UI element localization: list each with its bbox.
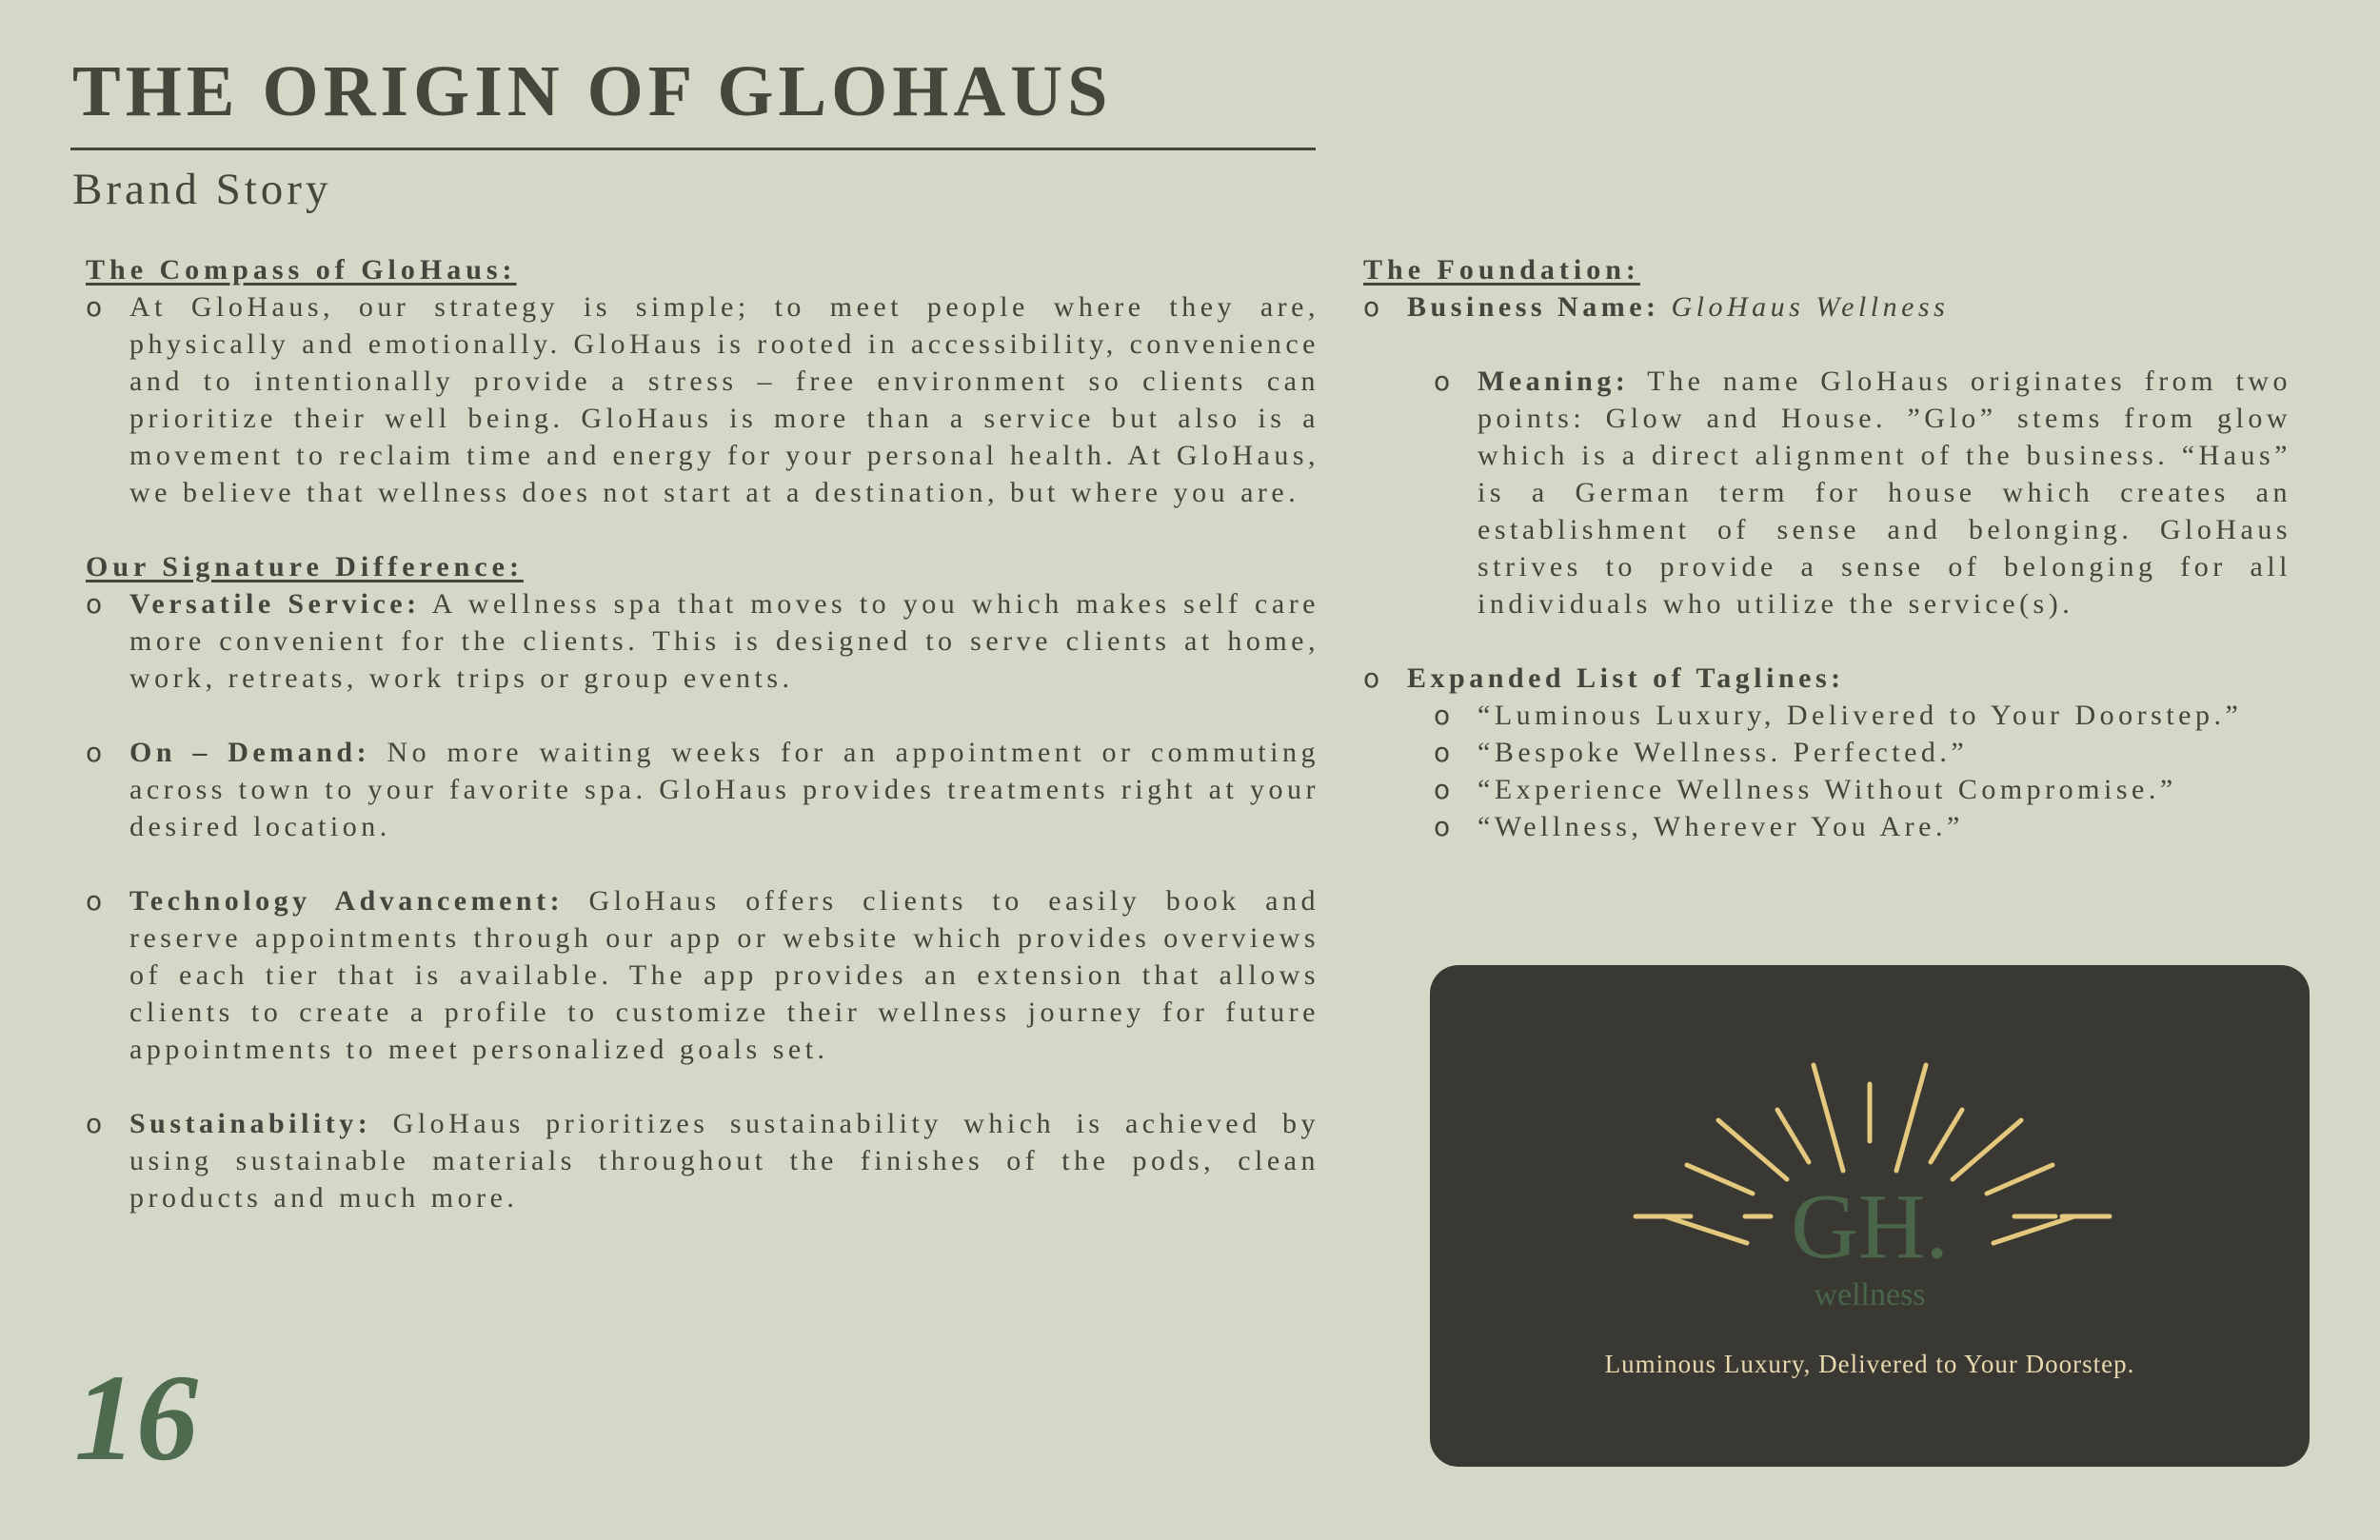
list-item-on-demand	[86, 734, 1319, 845]
tagline-item: o “Experience Wellness Without Compromise.”	[1434, 771, 2291, 808]
right-column	[1363, 251, 2291, 845]
business-name-label: Business Name:	[1407, 291, 1660, 323]
page-subtitle: Brand Story	[72, 165, 332, 214]
list-item-technology	[86, 882, 1319, 1068]
business-name-item	[1363, 288, 2291, 326]
signature-heading: Our Signature Difference:	[86, 551, 524, 582]
item-text: GloHaus offers clients to easily book and reserve appointments through our app or website which provides overviews of each tier that is available. The app provides an extension that allows clients to create a profile to customize their wellness journey for future appointments to meet personalized goals set.	[129, 885, 1319, 1065]
item-label: On – Demand:	[129, 737, 371, 768]
left-column	[86, 251, 1319, 1216]
business-name-value: GloHaus Wellness	[1671, 291, 1950, 323]
title-divider	[70, 148, 1316, 150]
logo-subtext: wellness	[1814, 1277, 1926, 1313]
item-label: Technology Advancement:	[129, 885, 565, 917]
tagline-item: o “Luminous Luxury, Delivered to Your Doorstep.”	[1434, 697, 2291, 734]
page-number: 16	[74, 1350, 198, 1487]
page-title: THE ORIGIN OF GLOHAUS	[72, 51, 1113, 131]
logo-card	[1430, 965, 2310, 1467]
meaning-item	[1434, 363, 2291, 622]
item-text: GloHaus prioritizes sustainability which is achieved by using sustainable materials throughout the finishes of the pods, clean products and much more.	[129, 1108, 1319, 1214]
logo-monogram: GH.	[1790, 1175, 1950, 1278]
list-item-sustainability	[86, 1105, 1319, 1216]
taglines-label: Expanded List of Taglines:	[1407, 662, 1845, 694]
compass-heading: The Compass of GloHaus:	[86, 254, 517, 286]
compass-paragraph: o At GloHaus, our strategy is simple; to meet people where they are, physically and emotionally. GloHaus is rooted in accessibility, convenience and to intentionally provide a stress – free environment so clients can prioritize their well being. GloHaus is more than a service but also is a movement to reclaim time and energy for your personal health. At GloHaus, we believe that wellness does not start at a destination, but where you are.	[86, 288, 1319, 511]
meaning-label: Meaning:	[1478, 365, 1630, 397]
tagline-item: o “Wellness, Wherever You Are.”	[1434, 808, 2291, 845]
list-item-versatile-service	[86, 585, 1319, 697]
tagline-item: o “Bespoke Wellness. Perfected.”	[1434, 734, 2291, 771]
logo-tagline: Luminous Luxury, Delivered to Your Doorstep.	[1604, 1350, 2135, 1378]
meaning-text: The name GloHaus originates from two points: Glow and House. ”Glo” stems from glow which is a direct alignment of the business. “Haus” is a German term for house which creates an establishment of sense and belonging. GloHaus strives to provide a sense of belonging for all individuals who utilize the service(s).	[1478, 365, 2291, 620]
item-label: Versatile Service:	[129, 588, 421, 620]
item-label: Sustainability:	[129, 1108, 372, 1139]
foundation-heading: The Foundation:	[1363, 254, 1640, 286]
item-text: No more waiting weeks for an appointment or commuting across town to your favorite spa. GloHaus provides treatments right at your desired location.	[129, 737, 1319, 842]
taglines-item	[1363, 660, 2291, 697]
item-text: A wellness spa that moves to you which makes self care more convenient for the clients. This is designed to serve clients at home, work, retreats, work trips or group events.	[129, 588, 1319, 694]
